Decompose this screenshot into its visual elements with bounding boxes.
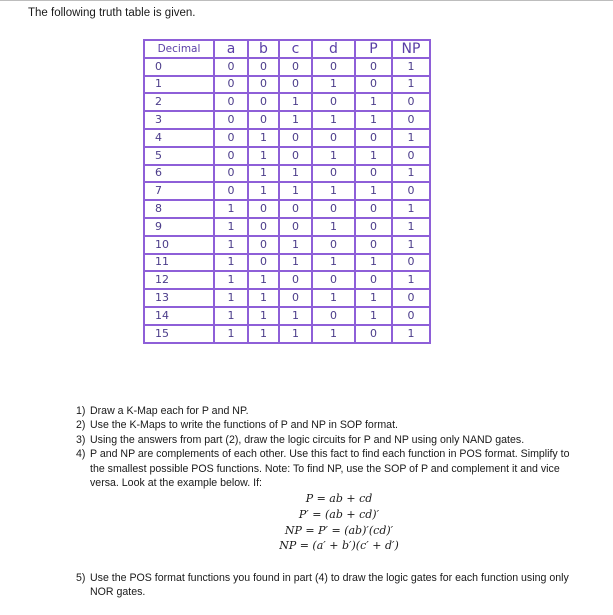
cell-d: 1 [312,254,355,272]
cell-b: 1 [248,129,279,147]
cell-decimal: 7 [144,182,214,200]
cell-c: 0 [279,271,312,289]
cell-a: 1 [214,200,248,218]
cell-d: 1 [312,325,355,343]
cell-b: 1 [248,289,279,307]
cell-b: 1 [248,325,279,343]
question-text: Use the POS format functions you found in part (4) to draw the logic gates for each function using only NOR gates. [90,571,569,599]
cell-decimal: 0 [144,58,214,76]
table-row [144,289,430,307]
question-number: 3) [76,433,86,446]
equation-line: NP = (a′ + b′)(c′ + d′) [279,539,399,553]
cell-b: 0 [248,236,279,254]
cell-a: 1 [214,218,248,236]
table-row [144,236,430,254]
cell-np: 1 [392,76,430,94]
table-row [144,76,430,94]
cell-p: 0 [355,165,392,183]
cell-b: 0 [248,93,279,111]
cell-np: 0 [392,111,430,129]
cell-np: 0 [392,182,430,200]
example-equations [234,491,444,553]
cell-c: 0 [279,58,312,76]
cell-a: 1 [214,289,248,307]
cell-decimal: 8 [144,200,214,218]
header-b: b [248,40,279,58]
cell-a: 0 [214,165,248,183]
question-5 [76,571,576,600]
cell-c: 1 [279,93,312,111]
table-row [144,182,430,200]
cell-c: 1 [279,307,312,325]
cell-d: 1 [312,111,355,129]
cell-d: 0 [312,307,355,325]
cell-decimal: 9 [144,218,214,236]
cell-decimal: 4 [144,129,214,147]
cell-p: 1 [355,147,392,165]
cell-b: 1 [248,271,279,289]
cell-c: 0 [279,76,312,94]
cell-np: 1 [392,325,430,343]
truth-table-body [144,58,430,343]
cell-p: 0 [355,325,392,343]
cell-decimal: 13 [144,289,214,307]
cell-c: 0 [279,200,312,218]
cell-a: 0 [214,182,248,200]
cell-b: 1 [248,147,279,165]
cell-d: 1 [312,76,355,94]
equation-line: P′ = (ab + cd)′ [298,508,380,522]
cell-decimal: 15 [144,325,214,343]
cell-b: 1 [248,307,279,325]
header-d: d [312,40,355,58]
question-text: Draw a K-Map each for P and NP. [90,405,249,417]
cell-p: 1 [355,93,392,111]
cell-d: 0 [312,129,355,147]
table-row [144,325,430,343]
cell-np: 1 [392,129,430,147]
cell-np: 0 [392,289,430,307]
cell-b: 0 [248,111,279,129]
cell-p: 1 [355,254,392,272]
cell-c: 1 [279,182,312,200]
cell-c: 1 [279,111,312,129]
table-row [144,147,430,165]
cell-p: 0 [355,76,392,94]
cell-decimal: 11 [144,254,214,272]
equation-line: NP = P′ = (ab)′(cd)′ [284,523,394,537]
top-divider [0,0,613,1]
cell-np: 1 [392,58,430,76]
cell-d: 1 [312,289,355,307]
cell-p: 0 [355,236,392,254]
cell-d: 0 [312,236,355,254]
cell-c: 0 [279,218,312,236]
cell-c: 1 [279,165,312,183]
cell-d: 0 [312,93,355,111]
cell-decimal: 2 [144,93,214,111]
table-row [144,271,430,289]
question-3 [76,433,576,447]
cell-a: 0 [214,129,248,147]
cell-decimal: 14 [144,307,214,325]
cell-b: 0 [248,218,279,236]
header-np: NP [392,40,430,58]
cell-a: 1 [214,236,248,254]
cell-a: 1 [214,254,248,272]
question-number: 2) [76,419,86,432]
cell-b: 0 [248,76,279,94]
cell-np: 0 [392,147,430,165]
cell-decimal: 10 [144,236,214,254]
cell-c: 1 [279,236,312,254]
cell-c: 0 [279,147,312,165]
header-a: a [214,40,248,58]
intro-text: The following truth table is given. [28,7,196,19]
equation-line: P = ab + cd [305,492,373,506]
cell-a: 0 [214,111,248,129]
cell-decimal: 3 [144,111,214,129]
cell-d: 1 [312,218,355,236]
cell-a: 1 [214,271,248,289]
cell-d: 0 [312,200,355,218]
question-text: Use the K-Maps to write the functions of P and NP in SOP format. [90,419,398,432]
question-number: 5) [76,571,86,584]
cell-np: 1 [392,200,430,218]
cell-p: 1 [355,182,392,200]
question-4 [76,447,576,490]
cell-c: 0 [279,289,312,307]
cell-decimal: 1 [144,76,214,94]
question-list [76,404,576,600]
cell-decimal: 5 [144,147,214,165]
cell-p: 0 [355,200,392,218]
cell-a: 0 [214,58,248,76]
question-text: Using the answers from part (2), draw the logic circuits for P and NP using only NAND gates. [90,433,525,446]
cell-p: 0 [355,218,392,236]
cell-d: 1 [312,147,355,165]
cell-np: 1 [392,236,430,254]
cell-decimal: 12 [144,271,214,289]
cell-b: 1 [248,182,279,200]
cell-p: 0 [355,271,392,289]
cell-c: 1 [279,254,312,272]
table-row [144,111,430,129]
cell-a: 1 [214,325,248,343]
cell-p: 1 [355,289,392,307]
cell-p: 0 [355,58,392,76]
table-row [144,58,430,76]
cell-a: 0 [214,93,248,111]
truth-table [143,39,431,344]
question-number: 1) [76,405,86,417]
cell-a: 0 [214,147,248,165]
cell-d: 0 [312,58,355,76]
cell-c: 0 [279,129,312,147]
table-row [144,165,430,183]
table-row [144,218,430,236]
table-row [144,129,430,147]
question-2 [76,418,576,432]
table-row [144,200,430,218]
header-decimal: Decimal [144,40,214,58]
table-row [144,307,430,325]
cell-d: 1 [312,182,355,200]
cell-np: 1 [392,165,430,183]
cell-b: 0 [248,200,279,218]
cell-b: 1 [248,165,279,183]
cell-c: 1 [279,325,312,343]
cell-d: 0 [312,165,355,183]
header-p: P [355,40,392,58]
cell-decimal: 6 [144,165,214,183]
truth-table-header [144,40,430,58]
table-row [144,254,430,272]
cell-d: 0 [312,271,355,289]
cell-np: 1 [392,218,430,236]
cell-np: 0 [392,307,430,325]
table-row [144,93,430,111]
question-number: 4) [76,448,86,461]
cell-a: 0 [214,76,248,94]
question-text: P and NP are complements of each other. Use this fact to find each function in POS format. Simplify to the smallest possible POS functions. Note: To find NP, use the SOP of P and complement it and vice versa. Look at the example below. If: [90,448,570,490]
cell-p: 0 [355,129,392,147]
cell-np: 0 [392,254,430,272]
header-c: c [279,40,312,58]
cell-p: 1 [355,307,392,325]
cell-b: 0 [248,254,279,272]
cell-p: 1 [355,111,392,129]
cell-a: 1 [214,307,248,325]
cell-np: 0 [392,93,430,111]
question-1 [76,404,576,418]
cell-np: 1 [392,271,430,289]
cell-b: 0 [248,58,279,76]
